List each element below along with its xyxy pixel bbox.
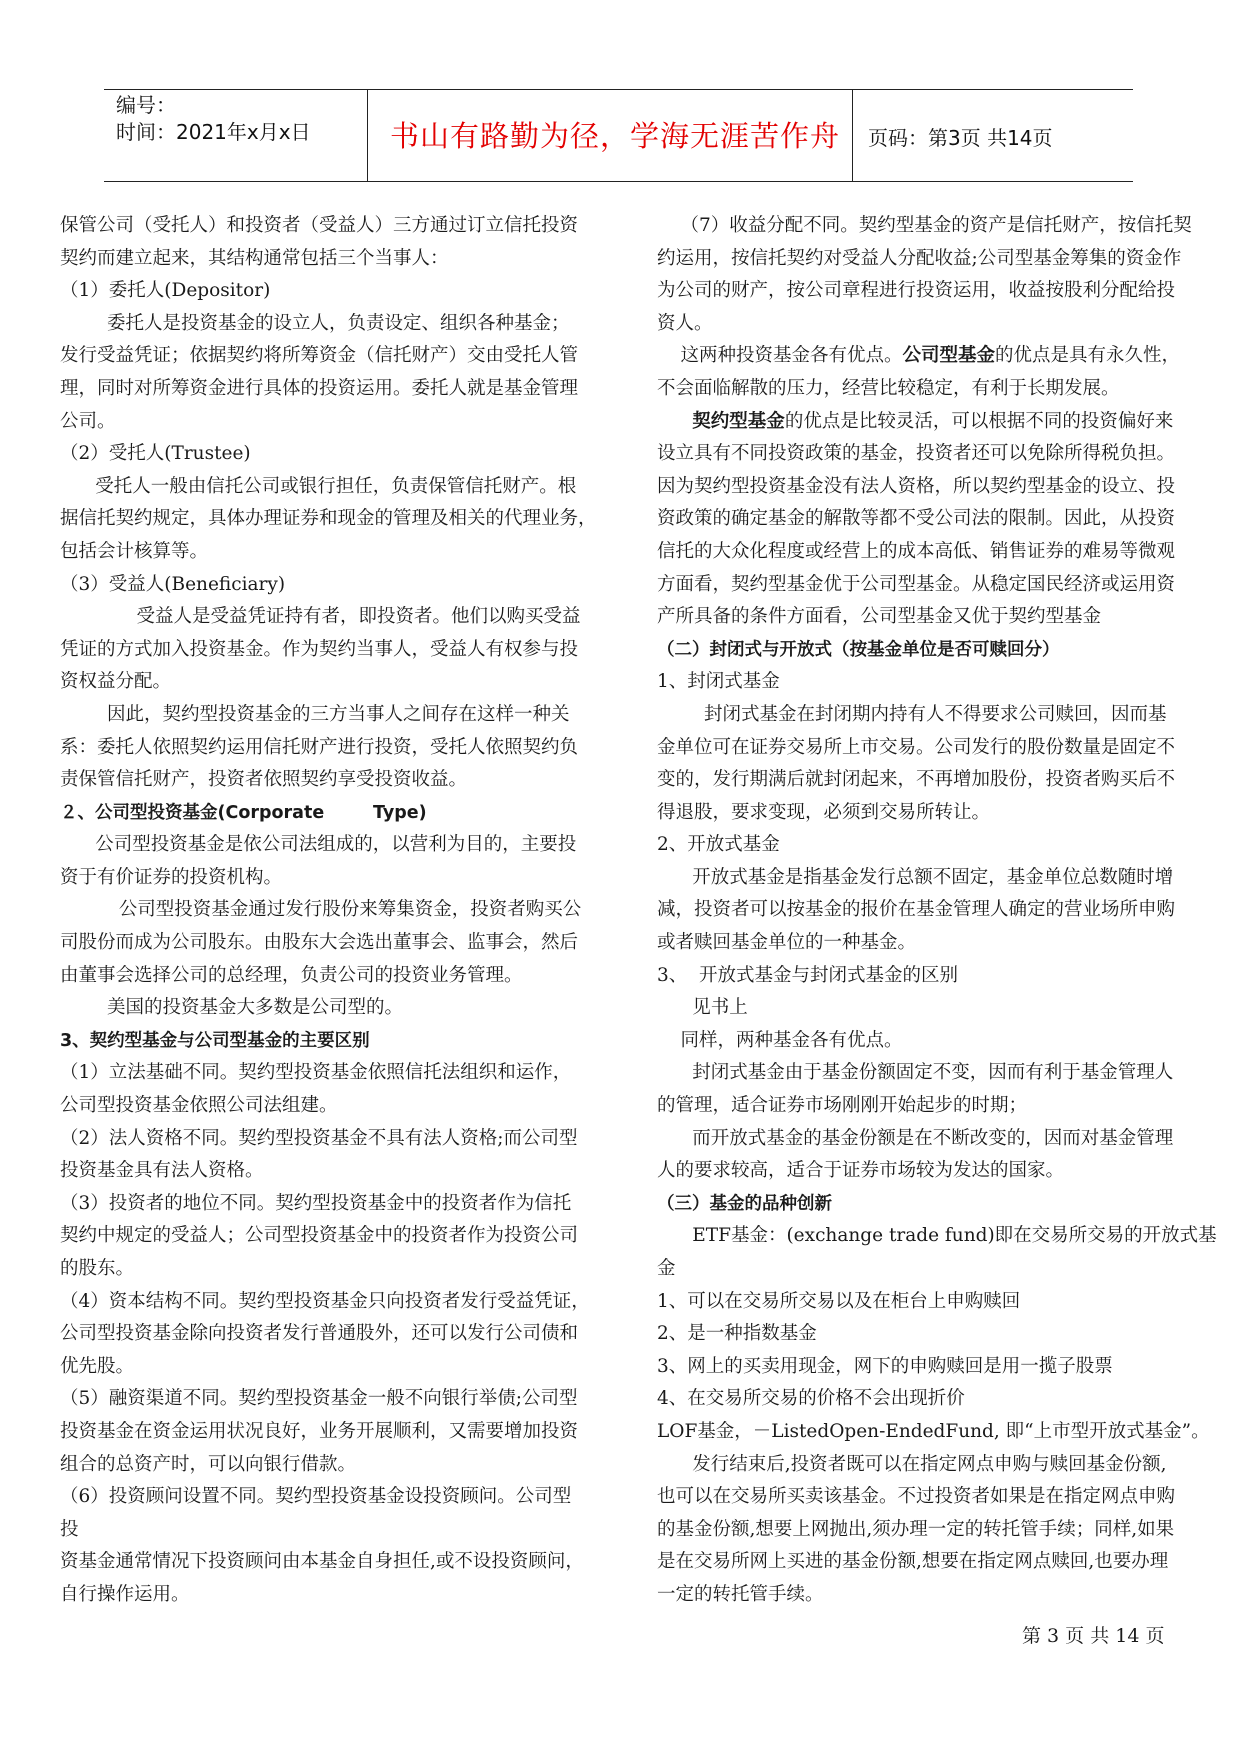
text-line: 资于有价证券的投资机构。: [60, 866, 283, 888]
text-line: 资权益分配。: [60, 671, 172, 693]
text-line: 司股份而成为公司股东。由股东大会选出董事会、监事会，然后: [60, 932, 579, 954]
text-line: ETF基金：(exchange trade fund)即在交易所交易的开放式基: [657, 1225, 1217, 1247]
header-bottom-rule: [104, 181, 1133, 182]
text-line: 封闭式基金在封闭期内持有人不得要求公司赎回，因而基: [657, 703, 1167, 725]
text-line: 2、开放式基金: [657, 834, 780, 856]
text-line: （3）受益人(Beneficiary): [60, 573, 286, 595]
text-line: 优先股。: [60, 1355, 135, 1377]
text-line: 凭证的方式加入投资基金。作为契约当事人，受益人有权参与投: [60, 638, 579, 660]
text-line: 金单位可在证券交易所上市交易。公司发行的股份数量是固定不: [657, 736, 1176, 758]
section-heading: （三）基金的品种创新: [657, 1193, 832, 1214]
text-line: 公司型投资基金通过发行股份来筹集资金，投资者购买公: [60, 899, 582, 921]
text-line: （4）资本结构不同。契约型投资基金只向投资者发行受益凭证，: [60, 1290, 590, 1312]
text-line: （1）立法基础不同。契约型投资基金依照信托法组织和运作，: [60, 1062, 572, 1084]
text-line: 发行受益凭证；依据契约将所筹资金（信托财产）交由受托人管: [60, 345, 579, 367]
text-line: （3）投资者的地位不同。契约型投资基金中的投资者作为信托: [60, 1192, 572, 1214]
text-line: （7）收益分配不同。契约型基金的资产是信托财产，按信托契: [657, 215, 1192, 236]
text-run: 这两种投资基金各有优点。: [657, 345, 903, 367]
text-line: 美国的投资基金大多数是公司型的。: [60, 997, 404, 1019]
text-line: 开放式基金是指基金发行总额不固定，基金单位总数随时增: [657, 866, 1174, 888]
text-line: 公司型投资基金除向投资者发行普通股外，还可以发行公司债和: [60, 1323, 579, 1345]
text-line: 发行结束后,投资者既可以在指定网点申购与赎回基金份额,: [657, 1453, 1167, 1475]
text-line: 投资基金具有法人资格。: [60, 1160, 264, 1182]
text-line: 得退股，要求变现，必须到交易所转让。: [657, 801, 991, 823]
bold-term: 公司型基金: [902, 345, 996, 367]
text-line: 信托的大众化程度或经营上的成本高低、销售证券的难易等微观: [657, 540, 1176, 562]
header-motto: 书山有路勤为径，学海无涯苦作舟: [390, 119, 841, 153]
text-line: 3、 开放式基金与封闭式基金的区别: [657, 964, 959, 986]
header-divider-2: [852, 89, 853, 181]
text-run: 的优点是比较灵活，可以根据不同的投资偏好来: [784, 410, 1174, 432]
text-line: 受益人是受益凭证持有者，即投资者。他们以购买受益: [60, 606, 581, 628]
text-line: [657, 406, 1179, 439]
text-line: 见书上: [657, 997, 748, 1019]
text-line: 一定的转托管手续。: [657, 1583, 824, 1605]
text-line: （2）法人资格不同。契约型投资基金不具有法人资格;而公司型: [60, 1127, 578, 1149]
text-line: 自行操作运用。: [60, 1583, 190, 1605]
text-line: 金: [657, 1258, 676, 1279]
right-text-column: [657, 210, 1217, 1612]
text-line: 包括会计核算等。: [60, 540, 209, 562]
text-line: 公司型投资基金是依公司法组成的，以营利为目的，主要投: [60, 834, 577, 856]
text-line: 变的，发行期满后就封闭起来，不再增加股份，投资者购买后不: [657, 769, 1176, 791]
text-line: 投: [60, 1518, 79, 1540]
bold-term: 契约型基金: [692, 410, 785, 432]
text-line: 的管理，适合证券市场刚刚开始起步的时期；: [657, 1095, 1028, 1117]
section-heading: ２、公司型投资基金(Corporate Type): [60, 802, 427, 823]
text-line: 委托人是投资基金的设立人，负责设定、组织各种基金；: [60, 312, 570, 334]
text-run: [657, 411, 692, 432]
text-line: 为公司的财产，按公司章程进行投资运用，收益按股利分配给投: [657, 280, 1176, 302]
text-line: 设立具有不同投资政策的基金，投资者还可以免除所得税负担。: [657, 443, 1176, 465]
text-line: 据信托契约规定，具体办理证券和现金的管理及相关的代理业务，: [60, 508, 597, 530]
text-line: （2）受托人(Trustee): [60, 443, 251, 465]
text-line: 因此，契约型投资基金的三方当事人之间存在这样一种关: [60, 703, 570, 725]
text-line: 的股东。: [60, 1258, 135, 1279]
text-line: 减，投资者可以按基金的报价在基金管理人确定的营业场所申购: [657, 899, 1176, 921]
text-line: [657, 340, 1179, 373]
text-run: 的优点是具有永久性，: [995, 345, 1181, 367]
text-line: 保管公司（受托人）和投资者（受益人）三方通过订立信托投资: [60, 215, 579, 236]
section-heading: 3、契约型基金与公司型基金的主要区别: [60, 1030, 370, 1051]
text-line: 由董事会选择公司的总经理，负责公司的投资业务管理。: [60, 964, 523, 986]
text-line: 封闭式基金由于基金份额固定不变，因而有利于基金管理人: [657, 1062, 1174, 1084]
text-line: （6）投资顾问设置不同。契约型投资基金设投资顾问。公司型: [60, 1486, 572, 1508]
text-line: 契约而建立起来，其结构通常包括三个当事人：: [60, 247, 449, 269]
text-line: 人的要求较高，适合于证券市场较为发达的国家。: [657, 1160, 1065, 1182]
document-time: 时间：2021年x月x日: [116, 120, 311, 144]
text-line: 的基金份额,想要上网抛出,须办理一定的转托管手续；同样,如果: [657, 1518, 1175, 1540]
header-divider-1: [367, 89, 368, 181]
text-line: 不会面临解散的压力，经营比较稳定，有利于长期发展。: [657, 377, 1120, 399]
text-line: 受托人一般由信托公司或银行担任，负责保管信托财产。根: [60, 475, 577, 497]
footer-page-number: 第 3 页 共 14 页: [1022, 1625, 1165, 1647]
section-heading: （二）封闭式与开放式（按基金单位是否可赎回分）: [657, 639, 1060, 660]
text-line: 而开放式基金的基金份额是在不断改变的，因而对基金管理: [657, 1127, 1174, 1149]
text-line: LOF基金，－ListedOpen-EndedFund, 即“上市型开放式基金”。: [657, 1420, 1210, 1442]
text-line: （5）融资渠道不同。契约型投资基金一般不向银行举债;公司型: [60, 1388, 578, 1410]
text-line: 公司型投资基金依照公司法组建。: [60, 1095, 338, 1117]
text-line: 3、网上的买卖用现金，网下的申购赎回是用一揽子股票: [657, 1355, 1113, 1377]
text-line: 投资基金在资金运用状况良好，业务开展顺利，又需要增加投资: [60, 1420, 579, 1442]
text-line: 约运用，按信托契约对受益人分配收益;公司型基金筹集的资金作: [657, 247, 1182, 269]
left-text-column: [60, 210, 597, 1612]
text-line: 1、可以在交易所交易以及在柜台上申购赎回: [657, 1290, 1021, 1312]
text-line: 因为契约型投资基金没有法人资格，所以契约型基金的设立、投: [657, 475, 1176, 497]
text-line: 也可以在交易所买卖该基金。不过投资者如果是在指定网点申购: [657, 1486, 1176, 1508]
text-line: 系：委托人依照契约运用信托财产进行投资，受托人依照契约负: [60, 736, 579, 758]
text-line: 资政策的确定基金的解散等都不受公司法的限制。因此，从投资: [657, 508, 1176, 530]
text-line: 1、封闭式基金: [657, 671, 780, 693]
text-line: 同样，两种基金各有优点。: [657, 1029, 903, 1051]
header-top-rule: [104, 89, 1133, 90]
text-line: 方面看，契约型基金优于公司型基金。从稳定国民经济或运用资: [657, 573, 1176, 595]
document-number-label: 编号：: [116, 93, 176, 117]
text-line: 契约中规定的受益人；公司型投资基金中的投资者作为投资公司: [60, 1225, 579, 1247]
text-line: 公司。: [60, 410, 116, 432]
text-line: 或者赎回基金单位的一种基金。: [657, 932, 917, 954]
text-line: 组合的总资产时，可以向银行借款。: [60, 1453, 357, 1475]
text-line: 资基金通常情况下投资顾问由本基金自身担任,或不设投资顾问，: [60, 1551, 584, 1573]
text-line: 理，同时对所筹资金进行具体的投资运用。委托人就是基金管理: [60, 377, 579, 399]
text-line: 资人。: [657, 312, 713, 334]
text-line: （1）委托人(Depositor): [60, 280, 271, 302]
text-line: 是在交易所网上买进的基金份额,想要在指定网点赎回,也要办理: [657, 1551, 1169, 1573]
text-line: 2、是一种指数基金: [657, 1323, 817, 1345]
text-line: 4、在交易所交易的价格不会出现折价: [657, 1388, 965, 1410]
header-page-number: 页码：第3页 共14页: [868, 126, 1053, 150]
text-line: 责保管信托财产，投资者依照契约享受投资收益。: [60, 769, 468, 791]
text-line: 产所具备的条件方面看，公司型基金又优于契约型基金: [657, 606, 1102, 628]
